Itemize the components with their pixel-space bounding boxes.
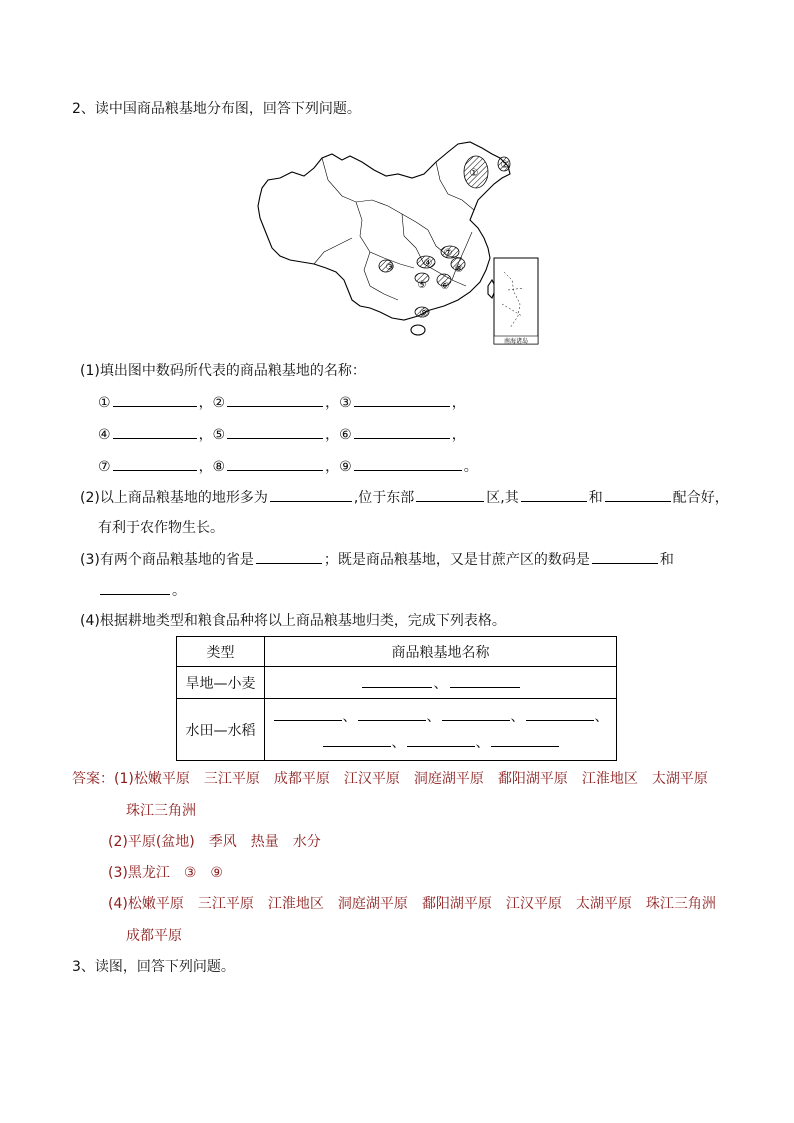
table-type-dryland: 旱地—小麦 — [177, 667, 265, 699]
q2-sub2-line2: 有利于农作物生长。 — [98, 520, 224, 536]
blank-paddy-7[interactable] — [491, 732, 559, 747]
answer-3: (3)黑龙江 ③ ⑨ — [108, 865, 223, 881]
hainan-island — [411, 325, 425, 335]
blank-6[interactable] — [354, 424, 450, 439]
blank-3[interactable] — [354, 392, 450, 407]
question-2-title: 2、读中国商品粮基地分布图，回答下列问题。 — [72, 101, 361, 117]
table-header-type: 类型 — [177, 637, 265, 667]
blank-5[interactable] — [227, 424, 323, 439]
answer-line-1: 答案：(1)松嫩平原 三江平原 成都平原 江汉平原 洞庭湖平原 鄱阳湖平原 江淮地区 太湖平原 — [72, 771, 708, 787]
map-label-5: ⑤ — [417, 280, 427, 291]
table-cell-paddy: 、 、 、 、 、 、 — [265, 699, 617, 761]
blank-paddy-5[interactable] — [323, 732, 391, 747]
china-grain-base-map — [252, 140, 548, 346]
blank-paddy-2[interactable] — [358, 706, 426, 721]
blank-paddy-1[interactable] — [274, 706, 342, 721]
blank-9[interactable] — [354, 456, 462, 471]
blank-region[interactable] — [416, 487, 484, 502]
answer-2: (2)平原(盆地) 季风 热量 水分 — [108, 834, 321, 850]
map-label-4: ④ — [423, 258, 433, 269]
blank-paddy-4[interactable] — [526, 706, 594, 721]
blank-number-b[interactable] — [100, 580, 170, 595]
blank-8[interactable] — [227, 456, 323, 471]
answer-1-cont: 珠江三角洲 — [126, 803, 196, 819]
map-label-8: ⑧ — [454, 264, 464, 275]
blank-number-a[interactable] — [592, 549, 658, 564]
inset-label: 南海诸岛 — [503, 338, 529, 345]
q2-sub3-line2: 。 — [98, 580, 186, 601]
q2-sub1-row1: ① ，② ，③ ， — [98, 392, 466, 413]
blank-paddy-3[interactable] — [442, 706, 510, 721]
blank-dry-2[interactable] — [450, 673, 520, 688]
answer-4: (4)松嫩平原 三江平原 江淮地区 洞庭湖平原 鄱阳湖平原 江汉平原 太湖平原 珠江三角洲 — [108, 896, 716, 912]
classification-table — [176, 636, 617, 761]
map-label-6: ⑥ — [440, 281, 450, 292]
question-3-title: 3、读图，回答下列问题。 — [72, 959, 235, 975]
q2-sub4-prompt: (4)根据耕地类型和粮食品种将以上商品粮基地归类，完成下列表格。 — [80, 613, 506, 629]
blank-terrain[interactable] — [270, 487, 352, 502]
blank-province[interactable] — [256, 549, 322, 564]
answer-label: 答案： — [72, 771, 114, 787]
map-label-1: ① — [469, 168, 479, 179]
blank-dry-1[interactable] — [362, 673, 432, 688]
q2-sub1-row3: ⑦ ，⑧ ，⑨ 。 — [98, 456, 478, 477]
table-header-row — [177, 637, 617, 667]
q2-sub1-prompt: (1)填出图中数码所代表的商品粮基地的名称： — [80, 363, 366, 379]
table-header-names: 商品粮基地名称 — [265, 637, 617, 667]
map-label-9: ⑨ — [419, 308, 429, 319]
blank-factor-a[interactable] — [521, 487, 587, 502]
table-row — [177, 667, 617, 699]
q2-sub1-row2: ④ ，⑤ ，⑥ ， — [98, 424, 466, 445]
blank-paddy-6[interactable] — [407, 732, 475, 747]
blank-1[interactable] — [113, 392, 197, 407]
answer-4-cont: 成都平原 — [126, 928, 182, 944]
table-type-paddy: 水田—水稻 — [177, 699, 265, 761]
blank-factor-b[interactable] — [605, 487, 671, 502]
q2-sub3-line1: (3)有两个商品粮基地的省是 ；既是商品粮基地，又是甘蔗产区的数码是 和 — [80, 549, 674, 570]
blank-7[interactable] — [113, 456, 197, 471]
map-label-7: ⑦ — [443, 248, 453, 259]
table-cell-dryland: 、 — [265, 667, 617, 699]
map-label-2: ② — [500, 160, 510, 171]
q2-sub2-line1: (2)以上商品粮基地的地形多为 ,位于东部 区,其 和 配合好， — [80, 487, 729, 508]
blank-2[interactable] — [227, 392, 323, 407]
table-row — [177, 699, 617, 761]
south-china-sea-inset — [494, 258, 538, 344]
blank-4[interactable] — [113, 424, 197, 439]
map-label-3: ③ — [385, 262, 395, 273]
